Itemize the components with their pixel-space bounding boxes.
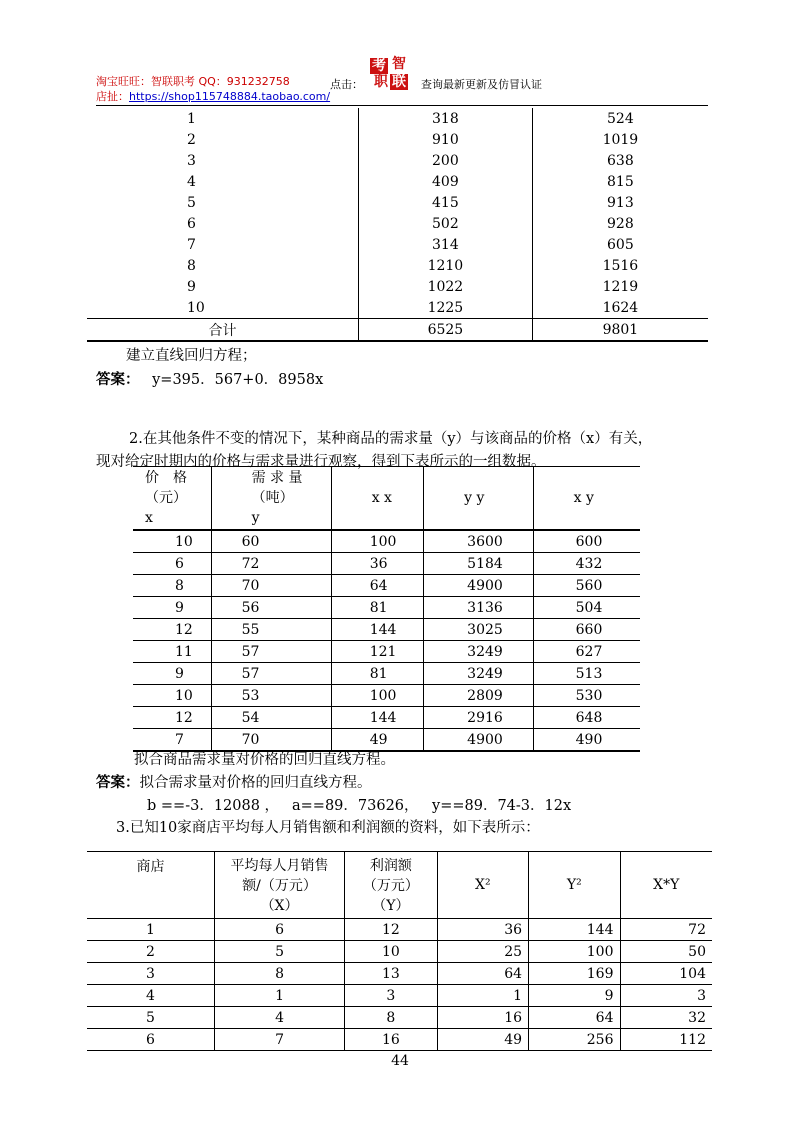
table-cell: 524 bbox=[532, 108, 708, 129]
table-cell: 4 bbox=[214, 1007, 344, 1029]
table-cell: 81 bbox=[331, 663, 423, 685]
col-x2-header: X² bbox=[437, 852, 528, 919]
table-cell: 60 bbox=[211, 530, 331, 553]
table-cell: 10 bbox=[187, 299, 205, 316]
table-row bbox=[133, 619, 640, 641]
table-cell: 144 bbox=[331, 707, 423, 729]
header-line: （万元） bbox=[362, 878, 419, 894]
table-cell: 314 bbox=[359, 234, 533, 255]
table-cell: 4900 bbox=[424, 575, 533, 597]
header-line: 价 格 bbox=[145, 470, 187, 486]
q2-instruction: 拟合商品需求量对价格的回归直线方程。 bbox=[134, 752, 395, 768]
table-cell: 144 bbox=[331, 619, 423, 641]
table-row bbox=[87, 213, 708, 234]
col-xy-header: X*Y bbox=[620, 852, 712, 919]
table-cell: 8 bbox=[345, 1007, 438, 1029]
table-cell: 70 bbox=[211, 729, 331, 752]
logo-char-3: 职 bbox=[374, 74, 388, 90]
table-cell: 5 bbox=[187, 194, 196, 211]
table-row bbox=[87, 985, 712, 1007]
table-cell: 8 bbox=[214, 963, 344, 985]
table-cell: 1210 bbox=[359, 255, 533, 276]
header-line: （X） bbox=[260, 898, 299, 914]
table-cell: 4900 bbox=[424, 729, 533, 752]
table-row bbox=[87, 129, 708, 150]
table-cell: 3 bbox=[620, 985, 712, 1007]
table-cell: 7 bbox=[187, 236, 196, 253]
table-cell: 318 bbox=[359, 108, 533, 129]
table-cell: 36 bbox=[331, 553, 423, 575]
q1-answer bbox=[96, 368, 323, 389]
table-cell: 1019 bbox=[532, 129, 708, 150]
answer-text: 拟合需求量对价格的回归直线方程。 bbox=[139, 775, 372, 791]
table-cell: 256 bbox=[529, 1029, 620, 1051]
table-row bbox=[133, 575, 640, 597]
table-row bbox=[87, 276, 708, 297]
table-cell: 910 bbox=[359, 129, 533, 150]
col-store-header: 商店 bbox=[87, 852, 214, 919]
col-y2-header: Y² bbox=[529, 852, 620, 919]
table-row bbox=[87, 234, 708, 255]
table-cell: 100 bbox=[331, 685, 423, 707]
table-cell: 3 bbox=[187, 152, 196, 169]
table-cell: 5 bbox=[87, 1007, 214, 1029]
table-cell: 409 bbox=[359, 171, 533, 192]
header-line: 需 求 量 bbox=[251, 470, 303, 486]
answer-text: y=395．567+0．8958x bbox=[152, 372, 324, 388]
answer-label: 答案： bbox=[96, 372, 140, 388]
total-cell: 6525 bbox=[359, 319, 533, 342]
logo-char-2: 智 bbox=[392, 56, 406, 72]
table-cell: 12 bbox=[133, 619, 211, 641]
q2-text-line1: 2.在其他条件不变的情况下，某种商品的需求量（y）与该商品的价格（x）有关， bbox=[129, 431, 653, 447]
table-cell: 913 bbox=[532, 192, 708, 213]
table-cell: 560 bbox=[533, 575, 640, 597]
table-cell: 6 bbox=[187, 215, 196, 232]
header-line: 平均每人月销售 bbox=[230, 858, 329, 874]
table-cell: 1225 bbox=[359, 297, 533, 319]
table-cell: 9 bbox=[133, 597, 211, 619]
q2-formula-b: b ==-3．12088 ， bbox=[147, 798, 280, 814]
table-cell: 1624 bbox=[532, 297, 708, 319]
total-cell: 合计 bbox=[87, 319, 359, 342]
page-header bbox=[96, 52, 708, 108]
shop-address bbox=[96, 89, 330, 104]
table-cell: 144 bbox=[529, 919, 620, 941]
table-row bbox=[87, 255, 708, 276]
table-cell: 81 bbox=[331, 597, 423, 619]
table-cell: 100 bbox=[331, 530, 423, 553]
col-price-header bbox=[133, 467, 211, 531]
table-cell: 25 bbox=[437, 941, 528, 963]
table-cell: 70 bbox=[211, 575, 331, 597]
header-line: 额/（万元） bbox=[242, 878, 317, 894]
col-xx-header: x x bbox=[331, 467, 423, 531]
q2-answer bbox=[96, 771, 372, 792]
click-label: 点击： bbox=[330, 78, 363, 91]
logo-char-4: 联 bbox=[392, 74, 406, 90]
table-cell: 49 bbox=[331, 729, 423, 752]
table-cell: 660 bbox=[533, 619, 640, 641]
table-cell: 3 bbox=[87, 963, 214, 985]
col-profit-header bbox=[345, 852, 438, 919]
table-cell: 648 bbox=[533, 707, 640, 729]
table-row bbox=[87, 150, 708, 171]
table-row bbox=[87, 192, 708, 213]
table-cell: 12 bbox=[133, 707, 211, 729]
shop-url-link[interactable]: https://shop115748884.taobao.com/ bbox=[129, 90, 331, 103]
table-cell: 13 bbox=[345, 963, 438, 985]
table-cell: 1 bbox=[214, 985, 344, 1007]
table-cell: 2 bbox=[87, 941, 214, 963]
table-cell: 415 bbox=[359, 192, 533, 213]
table-cell: 9 bbox=[529, 985, 620, 1007]
table-cell: 64 bbox=[437, 963, 528, 985]
header-line: （吨） bbox=[251, 490, 294, 506]
answer-label: 答案： bbox=[96, 775, 140, 791]
table-cell: 3 bbox=[345, 985, 438, 1007]
col-xy-header: x y bbox=[533, 467, 640, 531]
table-cell: 605 bbox=[532, 234, 708, 255]
table-cell: 3136 bbox=[424, 597, 533, 619]
table-cell: 6 bbox=[214, 919, 344, 941]
table-cell: 1 bbox=[87, 919, 214, 941]
table-cell: 64 bbox=[331, 575, 423, 597]
table-cell: 11 bbox=[133, 641, 211, 663]
table-cell: 54 bbox=[211, 707, 331, 729]
table-row bbox=[87, 108, 708, 129]
table-cell: 10 bbox=[133, 530, 211, 553]
table-cell: 513 bbox=[533, 663, 640, 685]
table-cell: 928 bbox=[532, 213, 708, 234]
table-cell: 4 bbox=[187, 173, 196, 190]
header-line: x bbox=[145, 510, 153, 526]
table-cell: 56 bbox=[211, 597, 331, 619]
shop-address-label: 店扯： bbox=[96, 90, 129, 103]
table-cell: 5184 bbox=[424, 553, 533, 575]
total-row bbox=[87, 319, 708, 342]
table-cell: 57 bbox=[211, 663, 331, 685]
table-cell: 4 bbox=[87, 985, 214, 1007]
store-sales-table bbox=[87, 851, 712, 1051]
table-cell: 7 bbox=[214, 1029, 344, 1051]
table-cell: 36 bbox=[437, 919, 528, 941]
table-row bbox=[87, 171, 708, 192]
table-cell: 530 bbox=[533, 685, 640, 707]
col-sales-header bbox=[214, 852, 344, 919]
table-cell: 10 bbox=[345, 941, 438, 963]
table-cell: 638 bbox=[532, 150, 708, 171]
table-cell: 55 bbox=[211, 619, 331, 641]
table-cell: 1022 bbox=[359, 276, 533, 297]
table-cell: 1516 bbox=[532, 255, 708, 276]
q1-instruction: 建立直线回归方程； bbox=[126, 348, 257, 364]
table-cell: 9 bbox=[133, 663, 211, 685]
total-cell: 9801 bbox=[532, 319, 708, 342]
table-cell: 815 bbox=[532, 171, 708, 192]
regression-data-table-1 bbox=[87, 108, 708, 342]
table-cell: 504 bbox=[533, 597, 640, 619]
table-row bbox=[133, 530, 640, 553]
table-cell: 627 bbox=[533, 641, 640, 663]
table-cell: 2916 bbox=[424, 707, 533, 729]
table-cell: 3025 bbox=[424, 619, 533, 641]
header-line: （元） bbox=[145, 490, 187, 506]
table-cell: 600 bbox=[533, 530, 640, 553]
table-cell: 3600 bbox=[424, 530, 533, 553]
table-row bbox=[133, 641, 640, 663]
table-cell: 50 bbox=[620, 941, 712, 963]
table-row bbox=[87, 919, 712, 941]
q3-intro: 3.已知10家商店平均每人月销售额和利润额的资料，如下表所示： bbox=[116, 820, 540, 836]
table-cell: 64 bbox=[529, 1007, 620, 1029]
table-cell: 502 bbox=[359, 213, 533, 234]
table-cell: 72 bbox=[620, 919, 712, 941]
table-row bbox=[133, 663, 640, 685]
table-cell: 121 bbox=[331, 641, 423, 663]
table-cell: 2809 bbox=[424, 685, 533, 707]
table-cell: 490 bbox=[533, 729, 640, 752]
header-line: 利润额 bbox=[369, 858, 412, 874]
table-cell: 169 bbox=[529, 963, 620, 985]
page-number: 44 bbox=[391, 1053, 409, 1069]
header-divider bbox=[96, 105, 708, 106]
table-cell: 16 bbox=[437, 1007, 528, 1029]
table-cell: 8 bbox=[133, 575, 211, 597]
table-cell: 5 bbox=[214, 941, 344, 963]
price-demand-table bbox=[133, 466, 640, 752]
header-line: y bbox=[251, 510, 260, 526]
table-cell: 2 bbox=[187, 131, 196, 148]
table-row bbox=[133, 553, 640, 575]
shop-info bbox=[96, 74, 330, 104]
col-demand-header bbox=[211, 467, 331, 531]
q2-text-line2: 现对给定时期内的价格与需求量进行观察，得到下表所示的一组数据。 bbox=[96, 454, 546, 470]
q2-formula-y: y==89．74-3．12x bbox=[432, 798, 572, 814]
table-cell: 432 bbox=[533, 553, 640, 575]
table-cell: 1 bbox=[187, 110, 196, 127]
table-row bbox=[87, 1029, 712, 1051]
table-cell: 12 bbox=[345, 919, 438, 941]
table-cell: 72 bbox=[211, 553, 331, 575]
table-cell: 3249 bbox=[424, 641, 533, 663]
table-row bbox=[133, 685, 640, 707]
table-row bbox=[87, 1007, 712, 1029]
table-cell: 57 bbox=[211, 641, 331, 663]
table-cell: 112 bbox=[620, 1029, 712, 1051]
table-cell: 7 bbox=[133, 729, 211, 752]
table-cell: 8 bbox=[187, 257, 196, 274]
shop-contact: 淘宝旺旺：智联职考 QQ：931232758 bbox=[96, 75, 290, 88]
table-row bbox=[87, 297, 708, 319]
table-cell: 6 bbox=[87, 1029, 214, 1051]
table-cell: 9 bbox=[187, 278, 196, 295]
table-row bbox=[87, 963, 712, 985]
table-cell: 1219 bbox=[532, 276, 708, 297]
q2-formula-a: a==89．73626， bbox=[292, 798, 419, 814]
table-cell: 10 bbox=[133, 685, 211, 707]
table-cell: 1 bbox=[437, 985, 528, 1007]
verify-link[interactable]: 查询最新更新及仿冒认证 bbox=[421, 78, 542, 91]
logo-char-1: 考 bbox=[372, 58, 386, 74]
table-cell: 49 bbox=[437, 1029, 528, 1051]
table-row bbox=[87, 941, 712, 963]
table-cell: 200 bbox=[359, 150, 533, 171]
table-row bbox=[133, 707, 640, 729]
table-cell: 32 bbox=[620, 1007, 712, 1029]
table-cell: 100 bbox=[529, 941, 620, 963]
header-line: （Y） bbox=[372, 898, 410, 914]
table-cell: 53 bbox=[211, 685, 331, 707]
table-cell: 16 bbox=[345, 1029, 438, 1051]
col-yy-header: y y bbox=[424, 467, 533, 531]
table-cell: 3249 bbox=[424, 663, 533, 685]
table-cell: 104 bbox=[620, 963, 712, 985]
zhilian-logo[interactable] bbox=[370, 56, 416, 90]
table-row bbox=[133, 597, 640, 619]
table-cell: 6 bbox=[133, 553, 211, 575]
